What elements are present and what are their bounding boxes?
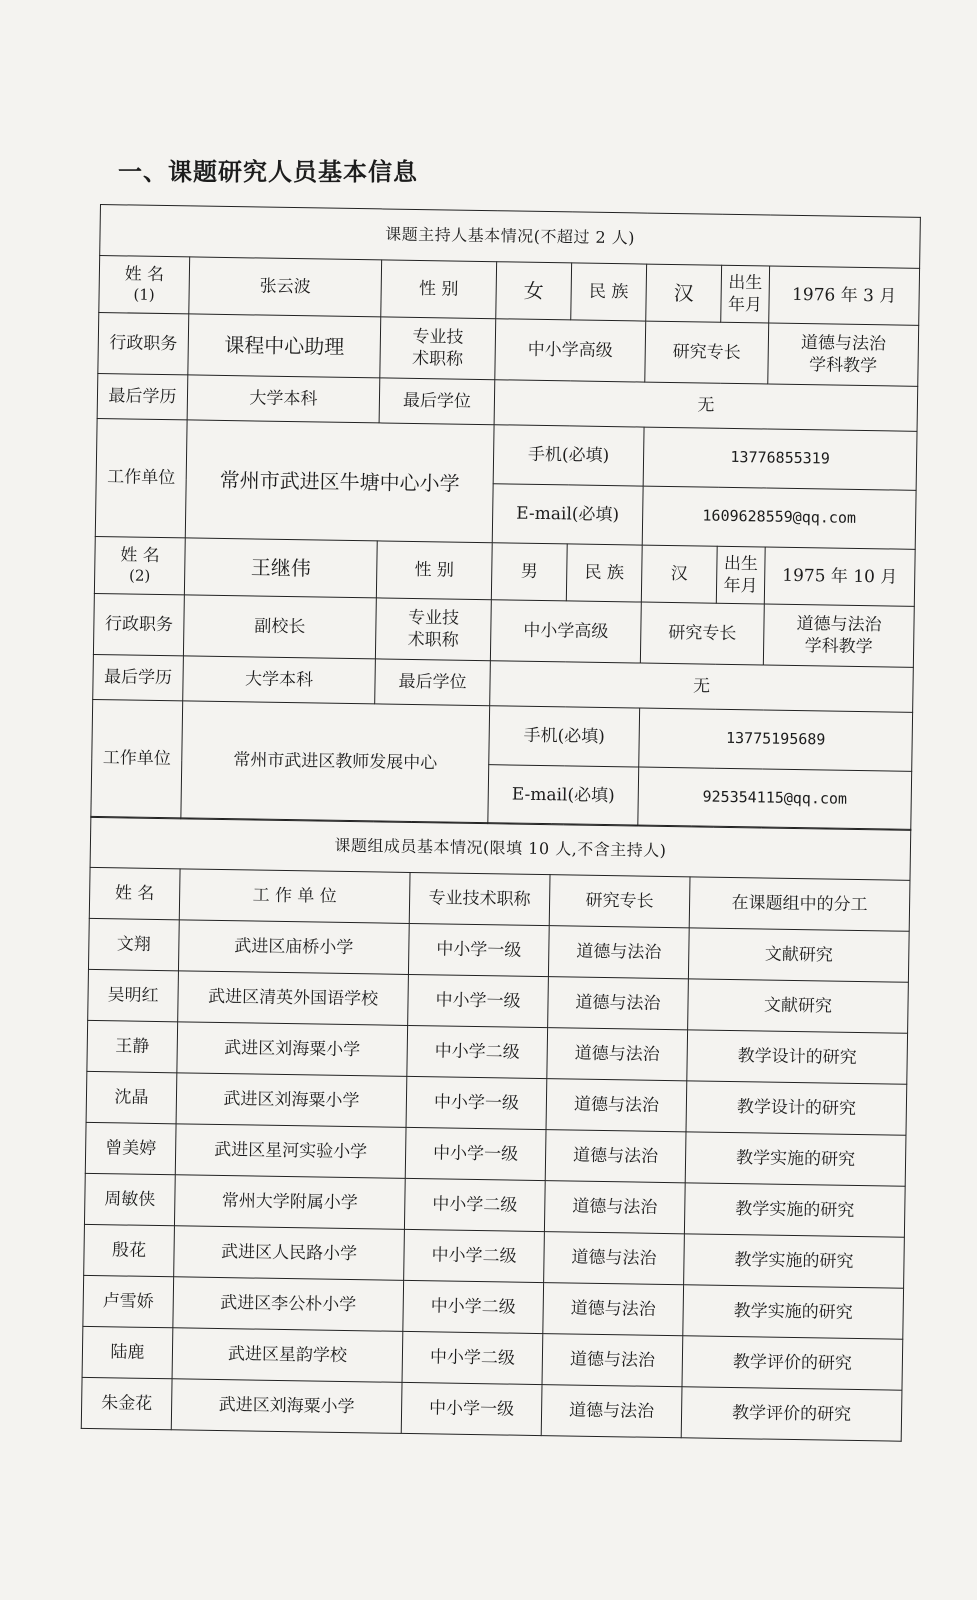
label-ethnicity-1: 民 族 <box>571 263 647 321</box>
member-title: 中小学二级 <box>402 1332 543 1385</box>
label-title-2: 专业技 术职称 <box>375 598 491 661</box>
member-name: 周敏侠 <box>84 1174 175 1226</box>
member-title: 中小学一级 <box>406 1077 547 1130</box>
member-name: 卢雪娇 <box>83 1276 174 1328</box>
member-rows <box>81 919 909 1442</box>
host2-phone: 13775195689 <box>639 708 913 771</box>
member-role: 教学评价的研究 <box>681 1387 902 1441</box>
host1-gender: 女 <box>496 262 572 320</box>
host2-email: 925354115@qq.com <box>638 767 912 830</box>
label-name-1: 姓 名 (1) <box>99 256 190 314</box>
label-gender-1: 性 别 <box>381 260 497 319</box>
host2-expertise: 道德与法治 学科教学 <box>763 604 914 667</box>
host2-admin-position: 副校长 <box>183 595 376 659</box>
member-expertise: 道德与法治 <box>544 1232 685 1285</box>
label-expertise-1: 研究专长 <box>645 321 769 384</box>
researcher-info-form <box>81 204 920 1442</box>
label-ethnicity-2: 民 族 <box>566 544 642 602</box>
host2-name: 王继伟 <box>184 538 377 598</box>
host1-email: 1609628559@qq.com <box>642 486 916 549</box>
member-role: 教学设计的研究 <box>687 1030 908 1084</box>
label-email-2: E-mail(必填) <box>488 765 639 826</box>
label-expertise-2: 研究专长 <box>640 602 764 665</box>
member-expertise: 道德与法治 <box>541 1385 682 1438</box>
label-degree-1: 最后学位 <box>379 378 495 425</box>
label-birth-1: 出生 年月 <box>721 265 770 323</box>
host1-phone: 13776855319 <box>643 427 917 490</box>
host2-education: 大学本科 <box>183 656 376 704</box>
page-title: 一、课题研究人员基本信息 <box>118 158 418 186</box>
host1-expertise: 道德与法治 学科教学 <box>768 323 919 386</box>
label-name-2: 姓 名 (2) <box>94 536 185 594</box>
host2-gender: 男 <box>491 543 567 601</box>
member-title: 中小学一级 <box>408 975 549 1028</box>
host-info-table <box>90 204 921 831</box>
member-expertise: 道德与法治 <box>543 1283 684 1336</box>
member-name: 吴明红 <box>88 970 179 1022</box>
label-phone-1: 手机(必填) <box>493 425 644 486</box>
member-name: 朱金花 <box>81 1378 172 1430</box>
member-title: 中小学一级 <box>408 924 549 977</box>
host2-title: 中小学高级 <box>490 600 641 663</box>
member-role: 文献研究 <box>688 928 909 982</box>
member-expertise: 道德与法治 <box>542 1334 683 1387</box>
host2-ethnicity: 汉 <box>641 545 717 603</box>
host1-ethnicity: 汉 <box>646 264 722 322</box>
member-expertise: 道德与法治 <box>547 1028 688 1081</box>
header-role: 在课题组中的分工 <box>689 877 910 931</box>
member-expertise: 道德与法治 <box>544 1181 685 1234</box>
member-title: 中小学一级 <box>405 1128 546 1181</box>
member-workplace: 武进区李公朴小学 <box>173 1277 404 1332</box>
host1-degree: 无 <box>494 380 918 432</box>
member-title: 中小学二级 <box>404 1179 545 1232</box>
member-workplace: 武进区刘海粟小学 <box>171 1379 402 1434</box>
member-role: 文献研究 <box>688 979 909 1033</box>
member-role: 教学实施的研究 <box>684 1234 905 1288</box>
member-role: 教学实施的研究 <box>685 1132 906 1186</box>
member-name: 王静 <box>87 1021 178 1073</box>
member-workplace: 武进区刘海粟小学 <box>177 1022 408 1077</box>
host-section-title: 课题主持人基本情况(不超过 2 人) <box>100 205 921 269</box>
label-title-1: 专业技 术职称 <box>380 317 496 380</box>
member-name: 殷花 <box>84 1225 175 1277</box>
member-workplace: 武进区星韵学校 <box>172 1328 403 1383</box>
member-workplace: 武进区清英外国语学校 <box>178 971 409 1026</box>
host1-title: 中小学高级 <box>495 319 646 382</box>
member-expertise: 道德与法治 <box>548 977 689 1030</box>
header-name: 姓 名 <box>89 868 180 920</box>
member-section-title: 课题组成员基本情况(限填 10 人,不含主持人) <box>90 817 911 881</box>
member-expertise: 道德与法治 <box>548 926 689 979</box>
header-title: 专业技术职称 <box>409 873 550 926</box>
member-workplace: 武进区星河实验小学 <box>175 1124 406 1179</box>
member-name: 陆鹿 <box>82 1327 173 1379</box>
member-workplace: 武进区庙桥小学 <box>178 920 409 975</box>
header-workplace: 工 作 单 位 <box>179 869 410 924</box>
host1-birth: 1976 年 3 月 <box>769 266 920 325</box>
label-workplace-1: 工作单位 <box>95 418 187 537</box>
label-email-1: E-mail(必填) <box>492 484 643 545</box>
label-admin-position-1: 行政职务 <box>98 312 189 374</box>
member-role: 教学设计的研究 <box>686 1081 907 1135</box>
host2-birth: 1975 年 10 月 <box>764 547 915 606</box>
host1-workplace: 常州市武进区牛塘中心小学 <box>185 420 494 543</box>
member-name: 文翔 <box>88 919 179 971</box>
member-workplace: 武进区人民路小学 <box>174 1226 405 1281</box>
member-title: 中小学二级 <box>404 1230 545 1283</box>
host1-name: 张云波 <box>189 257 382 317</box>
label-education-1: 最后学历 <box>97 373 188 419</box>
member-role: 教学实施的研究 <box>684 1183 905 1237</box>
member-expertise: 道德与法治 <box>546 1079 687 1132</box>
member-workplace: 武进区刘海粟小学 <box>176 1073 407 1128</box>
member-name: 沈晶 <box>86 1072 177 1124</box>
host2-workplace: 常州市武进区教师发展中心 <box>181 701 490 824</box>
label-workplace-2: 工作单位 <box>91 699 183 818</box>
label-admin-position-2: 行政职务 <box>93 593 184 655</box>
header-expertise: 研究专长 <box>549 875 690 928</box>
member-expertise: 道德与法治 <box>545 1130 686 1183</box>
member-title: 中小学一级 <box>401 1383 542 1436</box>
member-workplace: 常州大学附属小学 <box>174 1175 405 1230</box>
member-title: 中小学二级 <box>403 1281 544 1334</box>
member-role: 教学评价的研究 <box>682 1336 903 1390</box>
label-education-2: 最后学历 <box>93 654 184 700</box>
member-title: 中小学二级 <box>407 1026 548 1079</box>
host1-education: 大学本科 <box>187 375 380 423</box>
member-name: 曾美婷 <box>85 1123 176 1175</box>
member-info-table <box>81 816 912 1442</box>
label-phone-2: 手机(必填) <box>489 706 640 767</box>
host1-admin-position: 课程中心助理 <box>188 314 381 378</box>
host2-degree: 无 <box>490 661 914 713</box>
label-degree-2: 最后学位 <box>375 659 491 706</box>
label-gender-2: 性 别 <box>376 541 492 600</box>
member-role: 教学实施的研究 <box>683 1285 904 1339</box>
label-birth-2: 出生 年月 <box>716 546 765 604</box>
